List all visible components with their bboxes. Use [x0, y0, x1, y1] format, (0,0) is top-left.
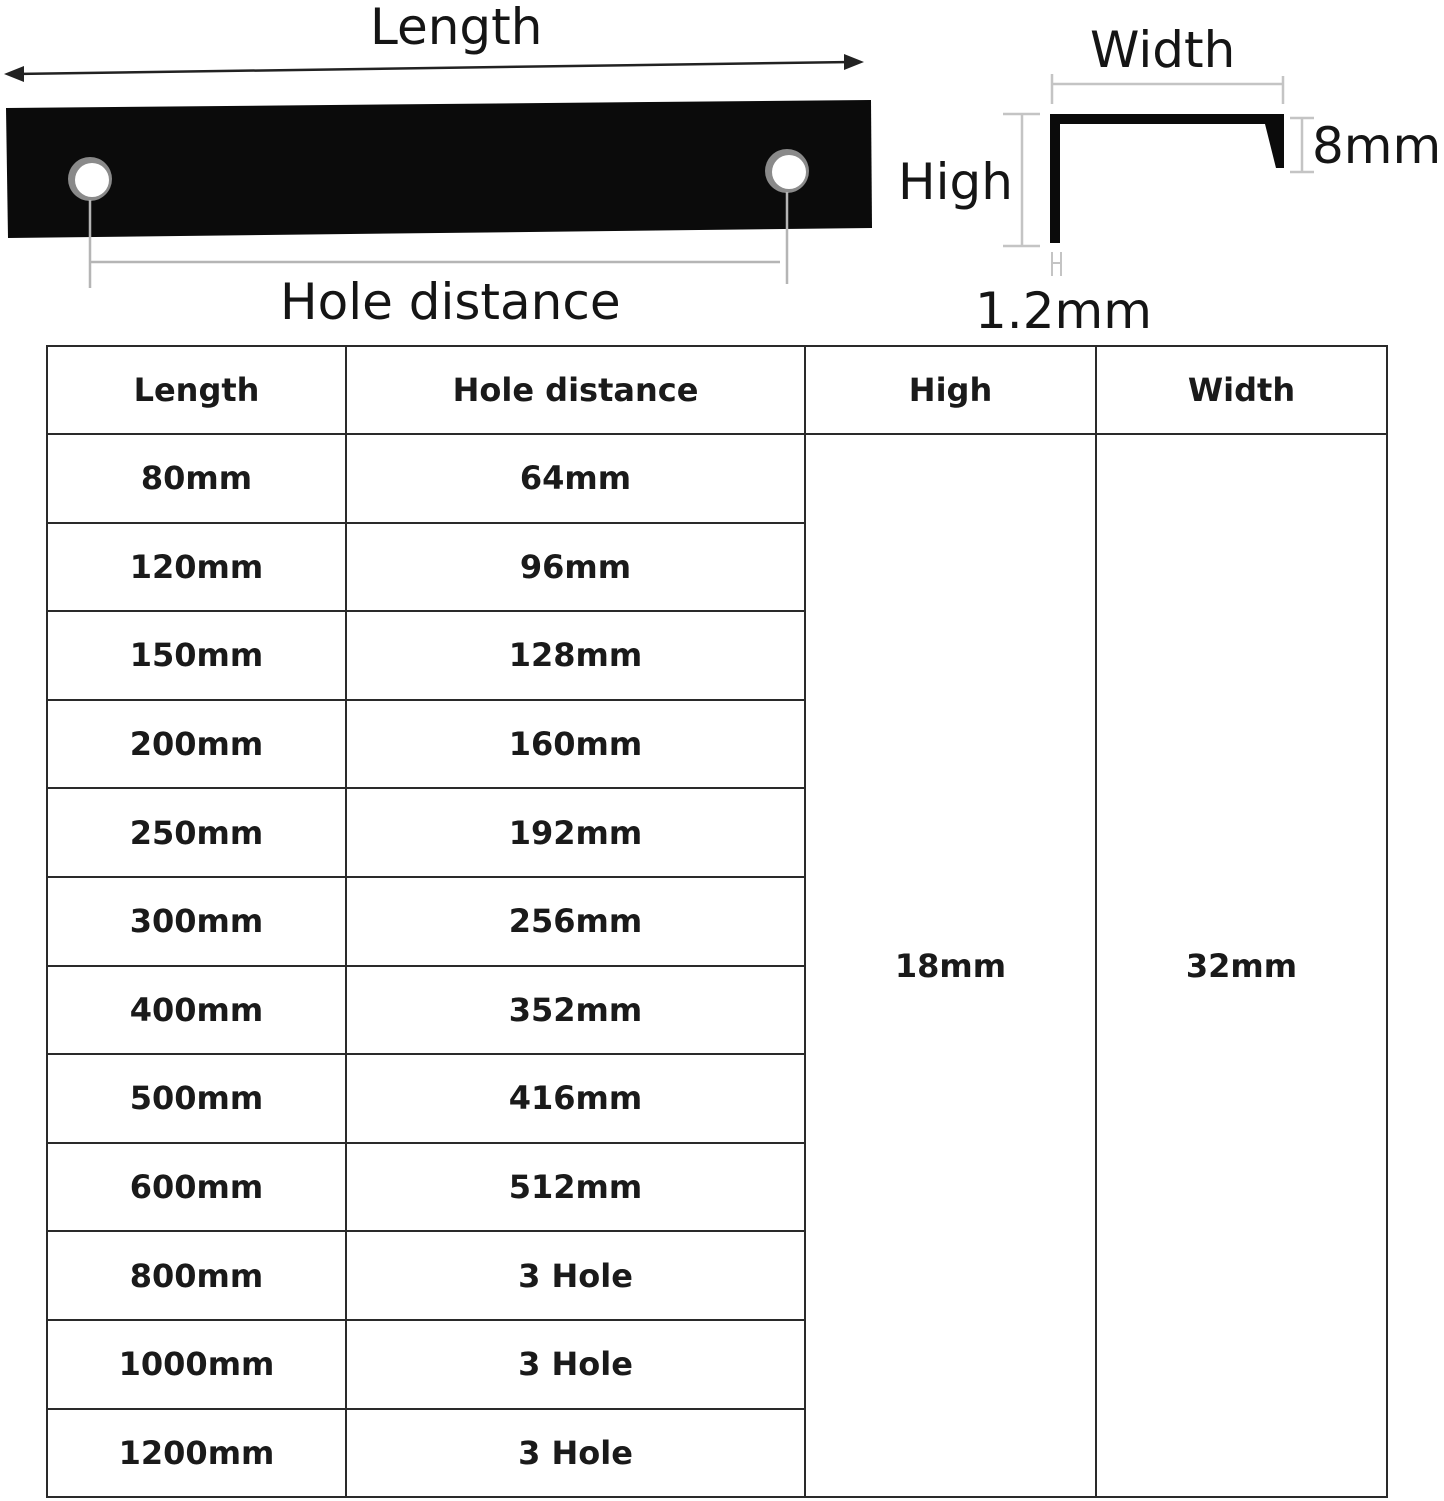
thickness-dimension [1052, 252, 1061, 276]
hole-distance-cell: 3 Hole [346, 1320, 805, 1409]
hole-distance-cell: 64mm [346, 434, 805, 523]
width-value-cell: 32mm [1096, 434, 1387, 1497]
table-header-row [47, 346, 1387, 434]
thickness-label: 1.2mm [975, 282, 1152, 340]
header-width: Width [1096, 346, 1387, 434]
high-value-cell: 18mm [805, 434, 1096, 1497]
length-label: Length [370, 0, 543, 56]
hole-distance-label: Hole distance [280, 273, 621, 331]
hole-distance-cell: 192mm [346, 788, 805, 877]
header-hole-distance: Hole distance [346, 346, 805, 434]
hole-distance-cell: 416mm [346, 1054, 805, 1143]
hole-distance-cell: 3 Hole [346, 1409, 805, 1498]
handle-bar [6, 100, 872, 238]
length-cell: 200mm [47, 700, 346, 789]
length-cell: 150mm [47, 611, 346, 700]
high-label: High [898, 153, 1013, 211]
length-cell: 1000mm [47, 1320, 346, 1409]
length-cell: 250mm [47, 788, 346, 877]
size-spec-table [46, 345, 1388, 1498]
length-cell: 500mm [47, 1054, 346, 1143]
table-row [47, 434, 1387, 523]
length-cell: 600mm [47, 1143, 346, 1232]
mounting-hole-right [765, 149, 809, 193]
hole-distance-cell: 3 Hole [346, 1231, 805, 1320]
length-cell: 1200mm [47, 1409, 346, 1498]
length-arrow [4, 54, 864, 82]
length-cell: 120mm [47, 523, 346, 612]
header-length: Length [47, 346, 346, 434]
hole-distance-cell: 352mm [346, 966, 805, 1055]
hole-distance-cell: 512mm [346, 1143, 805, 1232]
length-cell: 800mm [47, 1231, 346, 1320]
mounting-hole-left [68, 157, 112, 201]
lip-height-label: 8mm [1312, 117, 1442, 175]
header-high: High [805, 346, 1096, 434]
length-cell: 400mm [47, 966, 346, 1055]
profile-cross-section [1050, 114, 1284, 243]
length-cell: 80mm [47, 434, 346, 523]
hole-distance-cell: 96mm [346, 523, 805, 612]
hole-distance-cell: 256mm [346, 877, 805, 966]
lip-dimension [1290, 118, 1314, 172]
length-cell: 300mm [47, 877, 346, 966]
width-label: Width [1090, 21, 1236, 79]
hole-distance-cell: 128mm [346, 611, 805, 700]
hole-distance-cell: 160mm [346, 700, 805, 789]
